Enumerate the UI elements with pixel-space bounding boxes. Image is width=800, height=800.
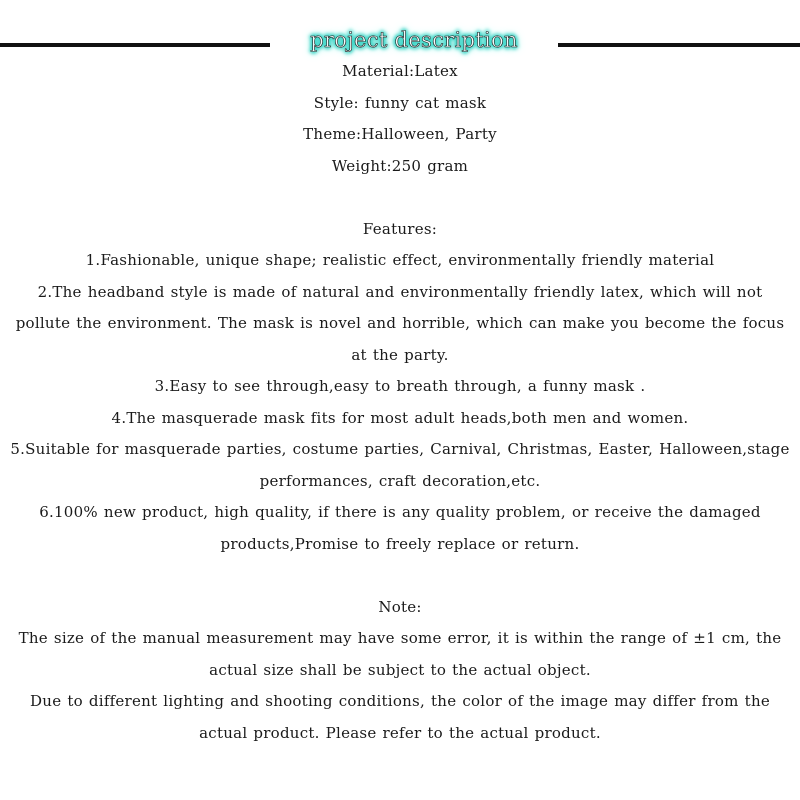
- spacer: [10, 182, 790, 214]
- note-item-2: Due to different lighting and shooting conditions, the color of the image may differ from the actual product. Please refer to the actual product.: [30, 692, 770, 742]
- features-section: [10, 214, 790, 561]
- note-section: [10, 592, 790, 750]
- note-item-1: The size of the manual measurement may have some error, it is within the range of ±1 cm, the actual size shall be subject to the actual object.: [18, 629, 782, 679]
- spacer: [10, 560, 790, 592]
- header-rule-left: [0, 43, 270, 47]
- spec-weight: Weight:250 gram: [331, 156, 469, 175]
- spec-style: Style: funny cat mask: [313, 93, 487, 112]
- features-heading: Features:: [362, 219, 438, 238]
- feature-item-6: 6.100% new product, high quality, if there is any quality problem, or receive the damaged products,Promise to freely replace or return.: [39, 503, 761, 553]
- feature-item-1: 1.Fashionable, unique shape; realistic effect, environmentally friendly material: [85, 251, 715, 269]
- feature-item-5: 5.Suitable for masquerade parties, costume parties, Carnival, Christmas, Easter, Halloween,stage performances, craft decoration,etc.: [10, 440, 790, 490]
- description-body: [10, 56, 790, 749]
- section-title: project description: [310, 28, 518, 52]
- spec-list: [10, 56, 790, 182]
- feature-item-2: 2.The headband style is made of natural and environmentally friendly latex, which will not pollute the environment. The mask is novel and horrible, which can make you become the focus at the party.: [15, 282, 785, 364]
- feature-item-4: 4.The masquerade mask fits for most adult heads,both men and women.: [111, 408, 689, 427]
- spec-theme: Theme:Halloween, Party: [303, 125, 497, 143]
- feature-item-3: 3.Easy to see through,easy to breath through, a funny mask .: [154, 377, 646, 395]
- spec-material: Material:Latex: [342, 62, 458, 80]
- section-header: [0, 24, 800, 60]
- header-rule-right: [558, 43, 800, 47]
- note-heading: Note:: [378, 597, 422, 616]
